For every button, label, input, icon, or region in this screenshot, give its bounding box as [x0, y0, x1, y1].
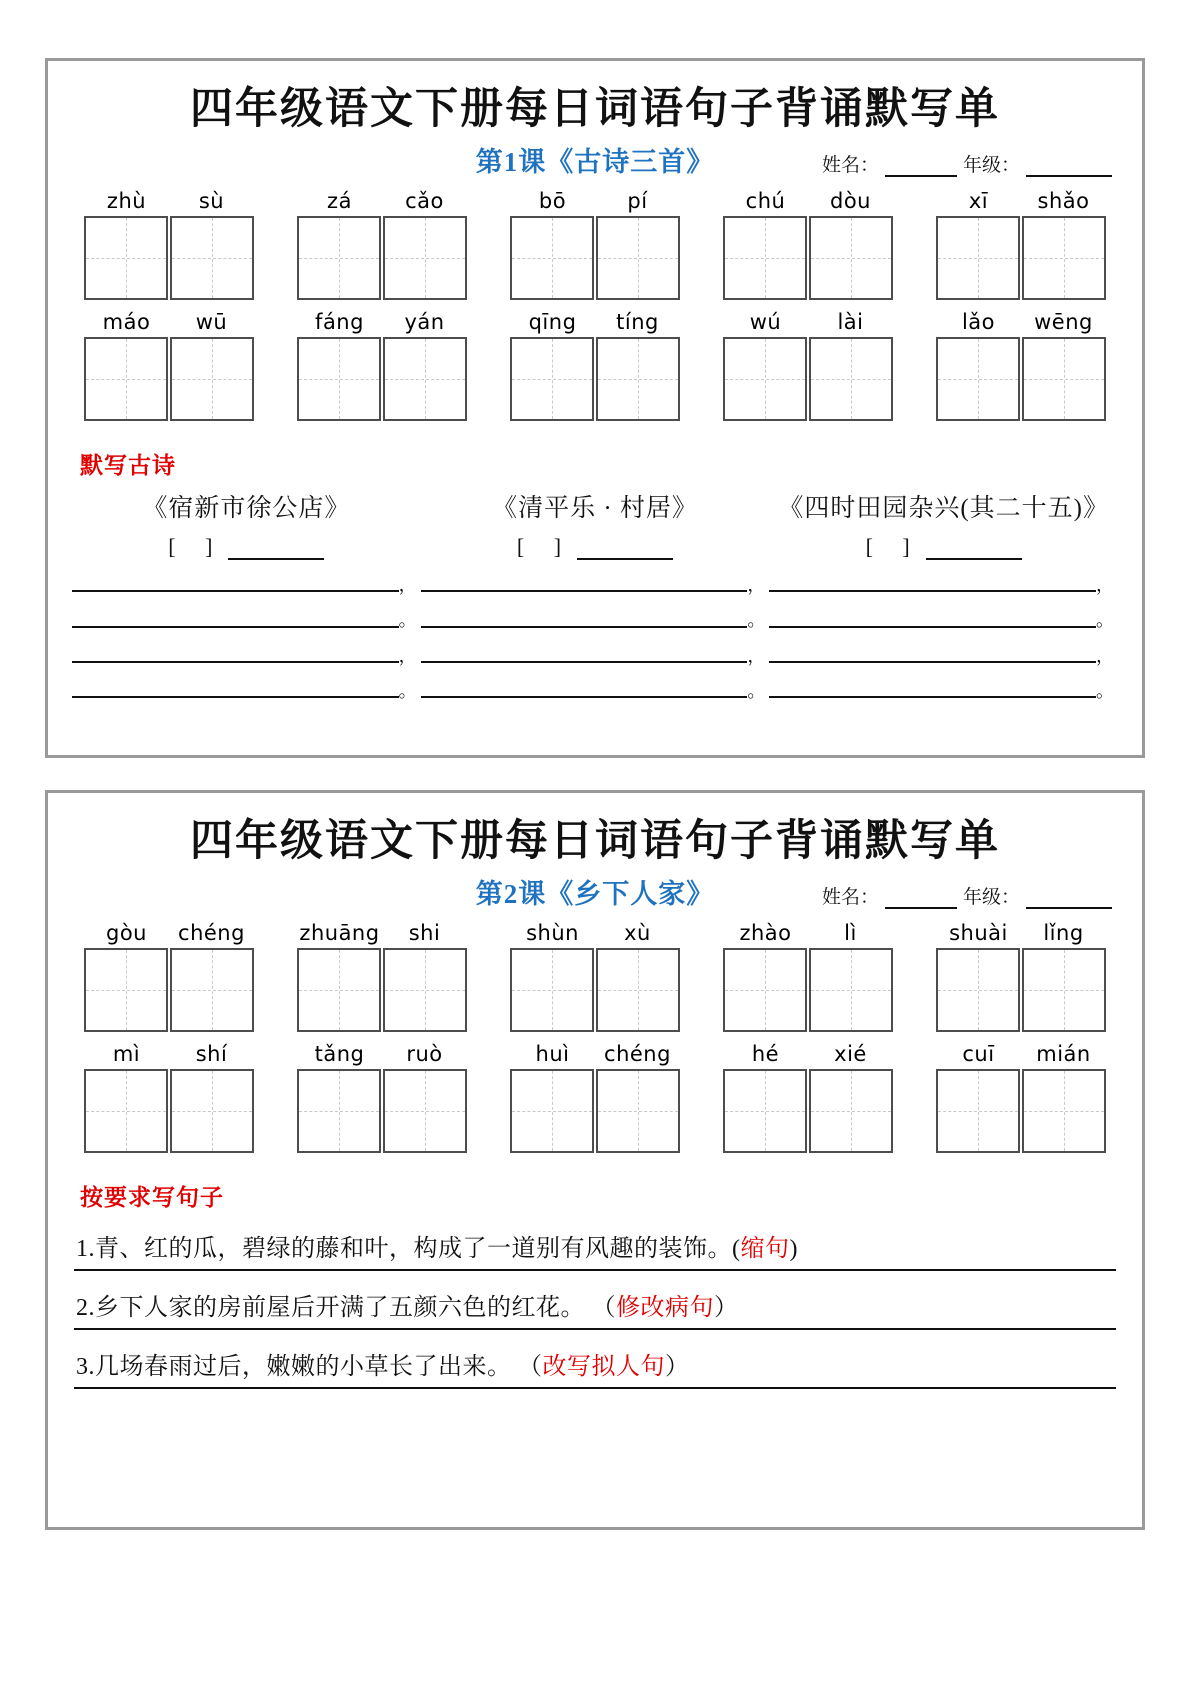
writing-line[interactable] [769, 684, 1096, 698]
character-boxes [84, 337, 254, 421]
word-group [297, 1042, 467, 1153]
character-boxes [936, 1069, 1106, 1153]
character-boxes [510, 1069, 680, 1153]
character-box[interactable] [84, 216, 168, 300]
line-punctuation: ， [1096, 574, 1115, 595]
writing-line[interactable] [421, 614, 748, 628]
character-box[interactable] [809, 216, 893, 300]
pinyin: fáng [315, 309, 364, 334]
character-box[interactable] [170, 948, 254, 1032]
word-group [510, 921, 680, 1032]
character-box[interactable] [383, 1069, 467, 1153]
character-box[interactable] [936, 948, 1020, 1032]
pinyin-line [510, 189, 680, 213]
lesson-title: 第2课《乡下人家》 [475, 878, 715, 909]
pinyin: máo [102, 309, 151, 334]
pinyin: sù [198, 188, 225, 213]
character-boxes [510, 216, 680, 300]
poem-author-row [421, 534, 770, 560]
character-box[interactable] [297, 216, 381, 300]
line-punctuation: ， [398, 574, 417, 595]
writing-line[interactable] [72, 649, 399, 663]
character-box[interactable] [1022, 1069, 1106, 1153]
poem-author-row [769, 534, 1118, 560]
pinyin: lì [844, 920, 857, 945]
pinyin: wú [749, 309, 782, 334]
pinyin: pí [627, 188, 648, 213]
sentence-item [76, 1346, 1118, 1381]
word-group [936, 310, 1106, 421]
section-heading: 按要求写句子 [80, 1184, 224, 1210]
pinyin-line [510, 921, 680, 945]
writing-line-row [72, 610, 1118, 631]
worksheet-page-1 [45, 58, 1145, 758]
line-punctuation: ， [747, 645, 766, 666]
pinyin: dòu [830, 188, 871, 213]
word-group [723, 189, 893, 300]
subheader-row [72, 871, 1118, 911]
pinyin: gòu [106, 920, 147, 945]
worksheet-page-2 [45, 790, 1145, 1530]
line-punctuation: 。 [1096, 610, 1115, 631]
character-boxes [936, 948, 1106, 1032]
pinyin-line [510, 310, 680, 334]
name-label: 姓名： [821, 886, 879, 908]
pinyin-line [84, 310, 254, 334]
pinyin-line [510, 1042, 680, 1066]
pinyin: shǎo [1037, 188, 1090, 213]
grade-label: 年级： [962, 154, 1020, 176]
character-boxes [723, 948, 893, 1032]
pinyin: xù [624, 920, 651, 945]
sentence-requirement: 改写拟人句 [542, 1353, 665, 1380]
character-box[interactable] [84, 337, 168, 421]
pinyin: cǎo [405, 188, 444, 213]
writing-cell[interactable] [769, 645, 1118, 666]
pinyin: lǎo [961, 309, 996, 334]
poem-writing-lines [72, 574, 1118, 701]
writing-line-row [72, 645, 1118, 666]
word-row [72, 921, 1118, 1032]
writing-line[interactable] [421, 649, 748, 663]
character-box[interactable] [1022, 337, 1106, 421]
character-boxes [297, 216, 467, 300]
pinyin-line [297, 1042, 467, 1066]
sentence-item [76, 1287, 1118, 1322]
sentence-requirement: 缩句 [740, 1235, 790, 1262]
word-group [723, 921, 893, 1032]
word-group [510, 189, 680, 300]
sentence-text: 1.青、红的瓜，碧绿的藤和叶，构成了一道别有风趣的装饰。( [76, 1235, 741, 1262]
pinyin: hé [751, 1041, 780, 1066]
character-box[interactable] [383, 337, 467, 421]
writing-line[interactable] [769, 649, 1096, 663]
line-punctuation: 。 [1096, 680, 1115, 701]
character-box[interactable] [510, 948, 594, 1032]
character-box[interactable] [596, 948, 680, 1032]
dynasty-bracket[interactable]: [ ] [516, 533, 574, 559]
page-title: 四年级语文下册每日词语句子背诵默写单 [190, 818, 1000, 865]
word-group [297, 189, 467, 300]
character-box[interactable] [596, 216, 680, 300]
word-row [72, 310, 1118, 421]
sentence-tail: ） [714, 1294, 739, 1321]
character-boxes [84, 1069, 254, 1153]
name-label: 姓名： [821, 154, 879, 176]
pinyin-line [723, 310, 893, 334]
character-box[interactable] [383, 216, 467, 300]
writing-line[interactable] [72, 578, 399, 592]
grade-field[interactable] [1026, 895, 1112, 909]
word-group [297, 310, 467, 421]
character-box[interactable] [297, 337, 381, 421]
writing-cell[interactable] [421, 645, 770, 666]
pinyin: chéng [604, 1041, 671, 1066]
answer-line[interactable] [74, 1387, 1116, 1389]
character-box[interactable] [1022, 216, 1106, 300]
pinyin: wū [195, 309, 228, 334]
pinyin: zhuāng [299, 920, 380, 945]
writing-cell[interactable] [72, 610, 421, 631]
sentence-requirement: 修改病句 [616, 1294, 714, 1321]
character-boxes [510, 948, 680, 1032]
pinyin: chéng [178, 920, 245, 945]
student-info [822, 882, 1112, 909]
character-boxes [723, 1069, 893, 1153]
word-group [84, 189, 254, 300]
character-box[interactable] [596, 337, 680, 421]
pinyin: mì [112, 1041, 141, 1066]
subheader-row [72, 139, 1118, 179]
writing-cell[interactable] [421, 610, 770, 631]
poem-column [421, 488, 770, 560]
character-box[interactable] [596, 1069, 680, 1153]
character-box[interactable] [170, 337, 254, 421]
pinyin: zá [327, 188, 352, 213]
word-group [936, 189, 1106, 300]
word-group [936, 1042, 1106, 1153]
character-box[interactable] [723, 337, 807, 421]
dynasty-bracket[interactable]: [ ] [865, 533, 922, 559]
pinyin: qīng [528, 309, 577, 334]
pinyin: zhù [106, 188, 147, 213]
character-box[interactable] [510, 216, 594, 300]
answer-line[interactable] [74, 1269, 1116, 1271]
character-boxes [723, 216, 893, 300]
pinyin-line [723, 189, 893, 213]
sentence-tail: ) [789, 1235, 798, 1262]
sentence-text: 3.几场春雨过后，嫩嫩的小草长了出来。 （ [76, 1353, 543, 1380]
writing-line-row [72, 680, 1118, 701]
writing-line[interactable] [769, 578, 1096, 592]
character-boxes [723, 337, 893, 421]
character-box[interactable] [84, 948, 168, 1032]
character-boxes [936, 216, 1106, 300]
writing-cell[interactable] [72, 645, 421, 666]
character-boxes [84, 948, 254, 1032]
writing-line[interactable] [421, 684, 748, 698]
writing-line[interactable] [72, 684, 399, 698]
character-box[interactable] [510, 1069, 594, 1153]
pinyin-line [84, 1042, 254, 1066]
pinyin-line [84, 921, 254, 945]
poem-author-row [72, 534, 421, 560]
writing-line[interactable] [769, 614, 1096, 628]
name-field[interactable] [885, 163, 957, 177]
poem-title: 《清平乐 · 村居》 [492, 494, 698, 522]
writing-cell[interactable] [72, 574, 421, 595]
character-box[interactable] [936, 337, 1020, 421]
pinyin: shùn [526, 920, 579, 945]
grade-label: 年级： [962, 886, 1020, 908]
character-box[interactable] [383, 948, 467, 1032]
character-box[interactable] [297, 1069, 381, 1153]
pinyin: tǎng [314, 1041, 365, 1066]
character-box[interactable] [809, 1069, 893, 1153]
pinyin-line [297, 310, 467, 334]
pinyin: cuī [962, 1041, 995, 1066]
pinyin: tíng [616, 309, 659, 334]
pinyin: ruò [406, 1041, 443, 1066]
character-box[interactable] [1022, 948, 1106, 1032]
character-box[interactable] [170, 1069, 254, 1153]
word-group [510, 310, 680, 421]
pinyin: xī [968, 188, 989, 213]
student-info [822, 150, 1112, 177]
grade-field[interactable] [1026, 163, 1112, 177]
pinyin: bō [538, 188, 567, 213]
character-box[interactable] [723, 216, 807, 300]
line-punctuation: 。 [747, 680, 766, 701]
writing-cell[interactable] [72, 680, 421, 701]
pinyin: mián [1036, 1041, 1091, 1066]
word-group [510, 1042, 680, 1153]
character-box[interactable] [936, 1069, 1020, 1153]
pinyin: shuài [949, 920, 1008, 945]
character-boxes [297, 1069, 467, 1153]
line-punctuation: 。 [398, 610, 417, 631]
character-boxes [297, 337, 467, 421]
pinyin: wēng [1034, 309, 1093, 334]
word-group [84, 310, 254, 421]
character-box[interactable] [809, 337, 893, 421]
pinyin: yán [404, 309, 445, 334]
line-punctuation: 。 [747, 610, 766, 631]
pinyin: shi [408, 920, 441, 945]
word-group [84, 921, 254, 1032]
word-group [723, 1042, 893, 1153]
author-blank[interactable] [577, 547, 673, 560]
writing-cell[interactable] [421, 680, 770, 701]
pinyin-line [936, 1042, 1106, 1066]
line-punctuation: 。 [398, 680, 417, 701]
line-punctuation: ， [398, 645, 417, 666]
author-blank[interactable] [228, 547, 324, 560]
page-title: 四年级语文下册每日词语句子背诵默写单 [190, 86, 1000, 133]
pinyin: huì [535, 1041, 570, 1066]
character-box[interactable] [510, 337, 594, 421]
character-box[interactable] [297, 948, 381, 1032]
poem-column [769, 488, 1118, 560]
character-boxes [510, 337, 680, 421]
pinyin-line [84, 189, 254, 213]
pinyin-line [936, 310, 1106, 334]
pinyin: xié [834, 1041, 867, 1066]
line-punctuation: ， [747, 574, 766, 595]
word-group [723, 310, 893, 421]
pinyin-line [297, 921, 467, 945]
character-boxes [936, 337, 1106, 421]
poem-title-row [72, 488, 1118, 560]
writing-cell[interactable] [769, 610, 1118, 631]
author-blank[interactable] [926, 547, 1022, 560]
character-boxes [297, 948, 467, 1032]
poem-title: 《四时田园杂兴(其二十五)》 [778, 494, 1109, 522]
pinyin: lǐng [1043, 920, 1084, 945]
section-heading: 默写古诗 [80, 452, 176, 478]
character-boxes [84, 216, 254, 300]
poem-title: 《宿新市徐公店》 [142, 494, 351, 522]
answer-line[interactable] [74, 1328, 1116, 1330]
character-box[interactable] [84, 1069, 168, 1153]
word-row [72, 189, 1118, 300]
character-box[interactable] [936, 216, 1020, 300]
word-group [936, 921, 1106, 1032]
lesson-title: 第1课《古诗三首》 [475, 146, 715, 177]
sentence-tail: ） [665, 1353, 690, 1380]
pinyin-line [297, 189, 467, 213]
writing-line-row [72, 574, 1118, 595]
pinyin-line [723, 1042, 893, 1066]
line-punctuation: ， [1096, 645, 1115, 666]
name-field[interactable] [885, 895, 957, 909]
writing-line[interactable] [421, 578, 748, 592]
sentence-exercises [72, 1228, 1118, 1389]
sentence-item [76, 1228, 1118, 1263]
dynasty-bracket[interactable]: [ ] [168, 533, 225, 559]
pinyin-line [936, 921, 1106, 945]
word-group [84, 1042, 254, 1153]
pinyin-line [936, 189, 1106, 213]
character-box[interactable] [170, 216, 254, 300]
pinyin: shí [195, 1041, 228, 1066]
word-group [297, 921, 467, 1032]
writing-cell[interactable] [421, 574, 770, 595]
writing-cell[interactable] [769, 680, 1118, 701]
sentence-text: 2.乡下人家的房前屋后开满了五颜六色的红花。 （ [76, 1294, 616, 1321]
pinyin: zhào [739, 920, 792, 945]
character-box[interactable] [723, 948, 807, 1032]
writing-cell[interactable] [769, 574, 1118, 595]
character-box[interactable] [723, 1069, 807, 1153]
pinyin: chú [745, 188, 786, 213]
pinyin: lài [837, 309, 864, 334]
character-box[interactable] [809, 948, 893, 1032]
poem-column [72, 488, 421, 560]
writing-line[interactable] [72, 614, 399, 628]
word-row [72, 1042, 1118, 1153]
pinyin-line [723, 921, 893, 945]
